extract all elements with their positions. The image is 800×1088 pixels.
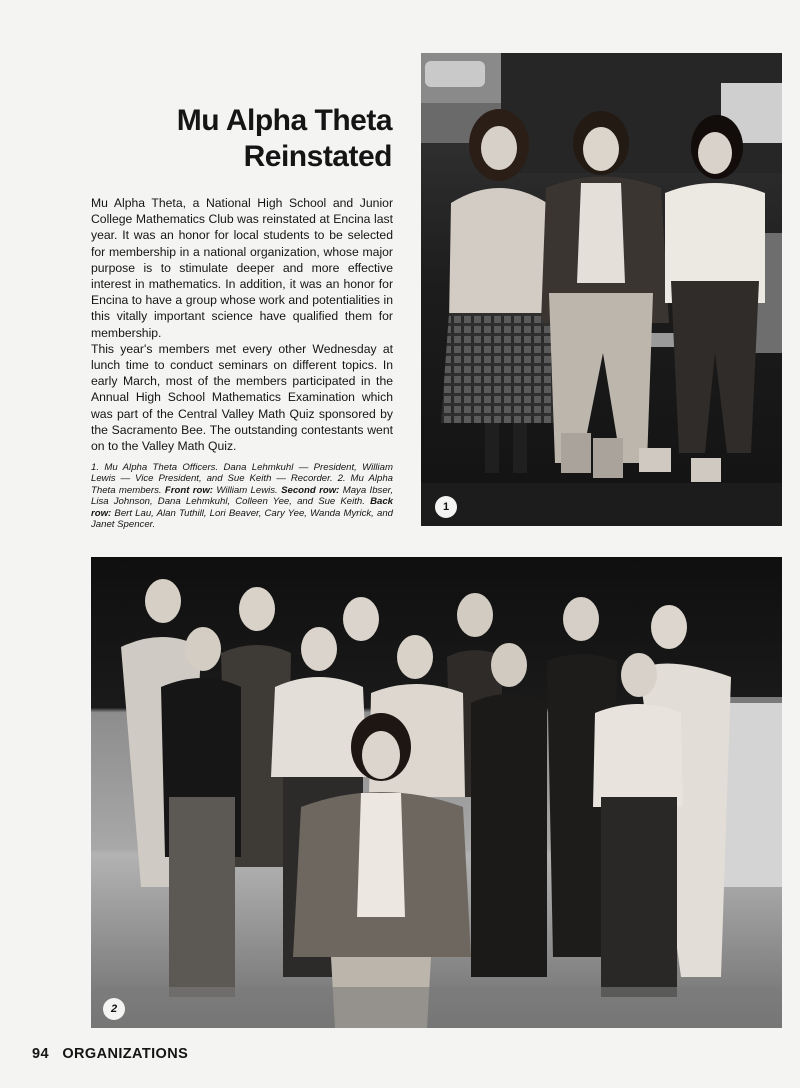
body-paragraph-2: This year's members met every other Wednesday at lunch time to conduct seminars on different topics. In early March, most of the members participated in the Annual High School Mathematics Examination which was part of the Central Valley Math Quiz sponsored by the Sacramento Bee. The outstanding contestants went on to the Valley Math Quiz.: [91, 341, 393, 454]
caption-officers: 1. Mu Alpha Theta Officers. Dana Lehmkuhl — President, William Lewis — Vice President, and Sue Keith — Recorder. 2. Mu Alpha Theta members.: [91, 462, 393, 496]
section-name: ORGANIZATIONS: [62, 1046, 189, 1062]
title-line-1: Mu Alpha Theta: [176, 104, 392, 137]
photo-1-marker: 1: [435, 496, 457, 518]
caption-front-names: William Lewis.: [216, 484, 278, 496]
members-photo: [91, 557, 782, 1028]
caption-front-label: Front row:: [164, 484, 213, 496]
article-body: [91, 195, 393, 454]
photo-caption: [91, 462, 393, 530]
photo-2-marker: 2: [103, 998, 125, 1020]
caption-second-names: Maya Ibser, Lisa Johnson, Dana Lehmkuhl, Colleen Yee, and Sue Keith.: [91, 484, 393, 508]
caption-back-label: Back row:: [91, 496, 394, 519]
page-title: [177, 103, 392, 175]
page-number: 94: [32, 1046, 49, 1062]
body-paragraph-1: Mu Alpha Theta, a National High School and Junior College Mathematics Club was reinstated at Encina last year. It was an honor for local students to be selected for membership in a national organization, whose major purpose is to stimulate deeper and more effective interest in mathematics. In addition, it was an honor for Encina to have a group whose work and potentialities in this vitally important science have qualified them for membership.: [91, 196, 393, 340]
members-photo-image: [91, 557, 782, 1028]
officers-photo: [421, 53, 782, 526]
title-line-2: Reinstated: [243, 140, 392, 173]
page-footer: [32, 1046, 188, 1062]
caption-back-names: Bert Lau, Alan Tuthill, Lori Beaver, Cary Yee, Wanda Myrick, and Janet Spencer.: [91, 507, 393, 531]
caption-second-label: Second row:: [281, 484, 340, 496]
officers-photo-image: [421, 53, 782, 526]
